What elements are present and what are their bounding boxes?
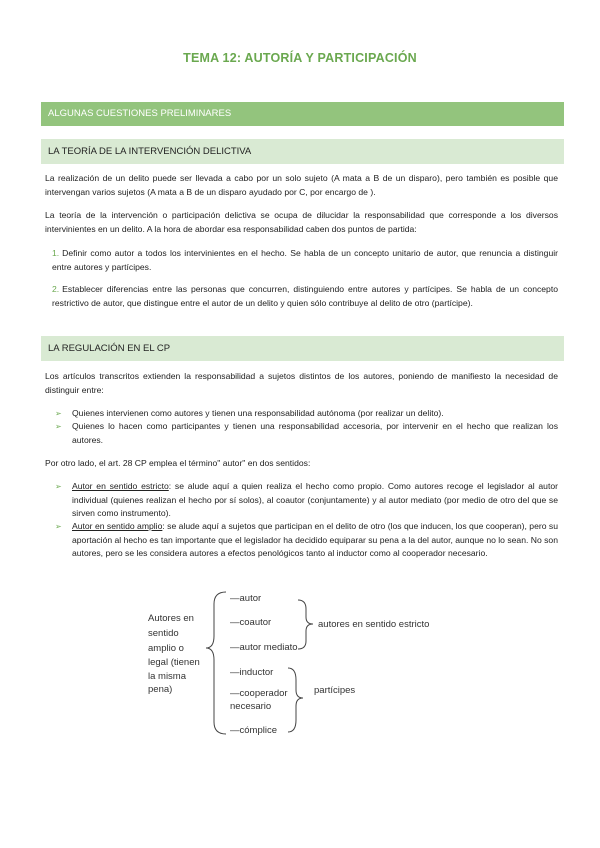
bullet-term: Autor en sentido amplio	[72, 521, 163, 531]
bullet-text: Quienes intervienen como autores y tienen una responsabilidad autónoma (por realizar un delito).	[72, 408, 444, 418]
arrow-bullet-icon: ➢	[55, 522, 62, 531]
bullet-term: Autor en sentido estricto	[72, 481, 169, 491]
diagram-left-label-line: amplio o	[148, 643, 184, 654]
bullet-item-3	[55, 480, 558, 521]
bullet-item-4	[55, 520, 558, 561]
bullet-text: Quienes lo hacen como participantes y tienen una responsabilidad accesoria, por intervenir en el hecho que realizan los autores.	[72, 421, 558, 445]
subsection-header-teoria: LA TEORÍA DE LA INTERVENCIÓN DELICTIVA	[41, 139, 564, 164]
arrow-bullet-icon: ➢	[55, 482, 62, 491]
big-brace	[206, 592, 226, 734]
bullet-item-1	[55, 407, 558, 421]
diagram-item-cooperador: —cooperador	[230, 688, 288, 699]
diagram-left-label-line: Autores en	[148, 613, 194, 624]
numbered-item-1	[52, 247, 558, 274]
paragraph-2: La teoría de la intervención o participación delictiva se ocupa de dilucidar la responsabilidad que corresponde a los diversos intervinientes en un delito. A la hora de abordar esa responsabilidad caben dos puntos de partida:	[45, 210, 558, 234]
diagram-item-autor-mediato: —autor mediato	[230, 642, 298, 653]
group-label-autores-estricto: autores en sentido estricto	[318, 619, 430, 630]
subsection-header-regulacion: LA REGULACIÓN EN EL CP	[41, 336, 564, 361]
item-number: 1.	[52, 248, 60, 258]
diagram-item-coautor: —coautor	[230, 617, 272, 628]
diagram-left-label-line: la misma	[148, 671, 187, 682]
group-label-participes: partícipes	[314, 685, 356, 696]
bullet-text: : se alude aquí a quien realiza el hecho como propio. Como autores recoge el legislador al autor individual (quienes realizan el hecho por sí solos), al coautor (conjuntamente) y al autor mediato (por medio de otro del que se sirven como instrumento).	[72, 481, 558, 518]
numbered-item-2	[52, 283, 558, 310]
bullet-item-2	[55, 420, 558, 447]
brace-autores-estricto	[298, 600, 313, 649]
diagram-item-cooperador: necesario	[230, 701, 272, 712]
item-text: Definir como autor a todos los intervinientes en el hecho. Se habla de un concepto unitario de autor, que renuncia a distinguir entre autores y partícipes.	[52, 248, 558, 272]
item-number: 2.	[52, 284, 60, 294]
section-header-preliminares: ALGUNAS CUESTIONES PRELIMINARES	[41, 102, 564, 126]
paragraph-4: Por otro lado, el art. 28 CP emplea el término" autor" en dos sentidos:	[45, 458, 311, 468]
item-text: Establecer diferencias entre las personas que concurren, distinguiendo entre autores y partícipes. Se habla de un concepto restrictivo de autor, que distingue entre el autor de un delito y quien sólo contribuye al delito de otro (partícipe).	[52, 284, 558, 308]
diagram-item-autor: —autor	[230, 593, 262, 604]
diagram-item-complice: —cómplice	[230, 725, 277, 736]
brace-participes	[288, 668, 303, 732]
arrow-bullet-icon: ➢	[55, 422, 62, 431]
paragraph-1: La realización de un delito puede ser llevada a cabo por un solo sujeto (A mata a B de un disparo), pero también es posible que intervengan varios sujetos (A mata a B de un disparo ayudado por C, por encargo de ).	[45, 173, 558, 197]
diagram-item-inductor: —inductor	[230, 667, 274, 678]
diagram-left-label-line: legal (tienen	[148, 657, 200, 668]
arrow-bullet-icon: ➢	[55, 409, 62, 418]
page-title: TEMA 12: AUTORÍA Y PARTICIPACIÓN	[183, 51, 417, 65]
bullet-text: : se alude aquí a sujetos que participan en el delito de otro (los que inducen, los que cooperan), pero su aportación al hecho es tan importante que el legislador ha decidido equiparar su pena a la del autor, aunque no lo sean. No son autores, pero se les considera autores a efectos penológicos tanto al inductor como al cooperador necesario.	[72, 521, 558, 558]
diagram-left-label-line: sentido	[148, 628, 179, 639]
diagram-left-label-line: pena)	[148, 684, 173, 695]
paragraph-3: Los artículos transcritos extienden la responsabilidad a sujetos distintos de los autores, poniendo de manifiesto la necesidad de distinguir entre:	[45, 371, 558, 395]
